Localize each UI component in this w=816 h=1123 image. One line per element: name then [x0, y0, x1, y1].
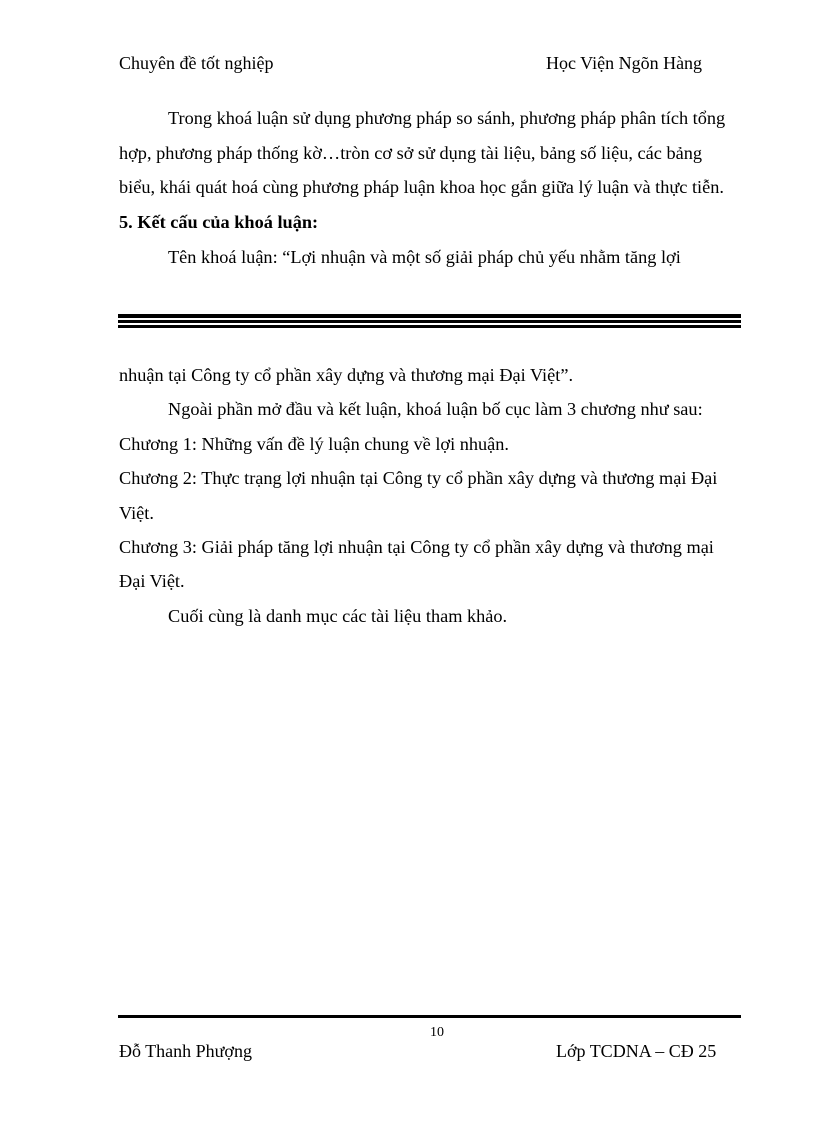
section-heading: 5. Kết cấu của khoá luận: [119, 212, 319, 232]
paragraph-line: biểu, khái quát hoá cùng phương pháp luận khoa học gắn giữa lý luận và thực tiễn. [119, 177, 724, 197]
chapter-line: Chương 2: Thực trạng lợi nhuận tại Công ty cổ phần xây dựng và thương mại Đại [119, 468, 718, 488]
paragraph-line: Cuối cùng là danh mục các tài liệu tham khảo. [168, 606, 508, 626]
paragraph-line: Ngoài phần mở đầu và kết luận, khoá luận bố cục làm 3 chương như sau: [168, 399, 703, 419]
footer-class: Lớp TCDNA – CĐ 25 [556, 1041, 717, 1061]
page-number: 10 [430, 1025, 444, 1040]
chapter-line: Việt. [119, 503, 154, 523]
header-title-right: Học Viện Ngõn Hàng [546, 53, 703, 73]
footer-rule [118, 1015, 741, 1018]
paragraph-line: nhuận tại Công ty cổ phần xây dựng và thương mại Đại Việt”. [119, 365, 574, 385]
chapter-line: Đại Việt. [119, 571, 185, 591]
header-title-left: Chuyên đề tốt nghiệp [119, 53, 274, 73]
divider-rule [118, 320, 741, 323]
paragraph-line: Trong khoá luận sử dụng phương pháp so sánh, phương pháp phân tích tổng [168, 108, 726, 128]
divider-rule [118, 314, 741, 318]
paragraph-line: hợp, phương pháp thống kờ…tròn cơ sở sử dụng tài liệu, bảng số liệu, các bảng [119, 143, 702, 163]
thesis-title-line: Tên khoá luận: “Lợi nhuận và một số giải pháp chủ yếu nhằm tăng lợi [168, 247, 681, 267]
chapter-line: Chương 1: Những vấn đề lý luận chung về lợi nhuận. [119, 434, 509, 454]
footer-author: Đỗ Thanh Phượng [119, 1041, 252, 1061]
divider-rule [118, 325, 741, 328]
chapter-line: Chương 3: Giải pháp tăng lợi nhuận tại Công ty cổ phần xây dựng và thương mại [119, 537, 714, 557]
